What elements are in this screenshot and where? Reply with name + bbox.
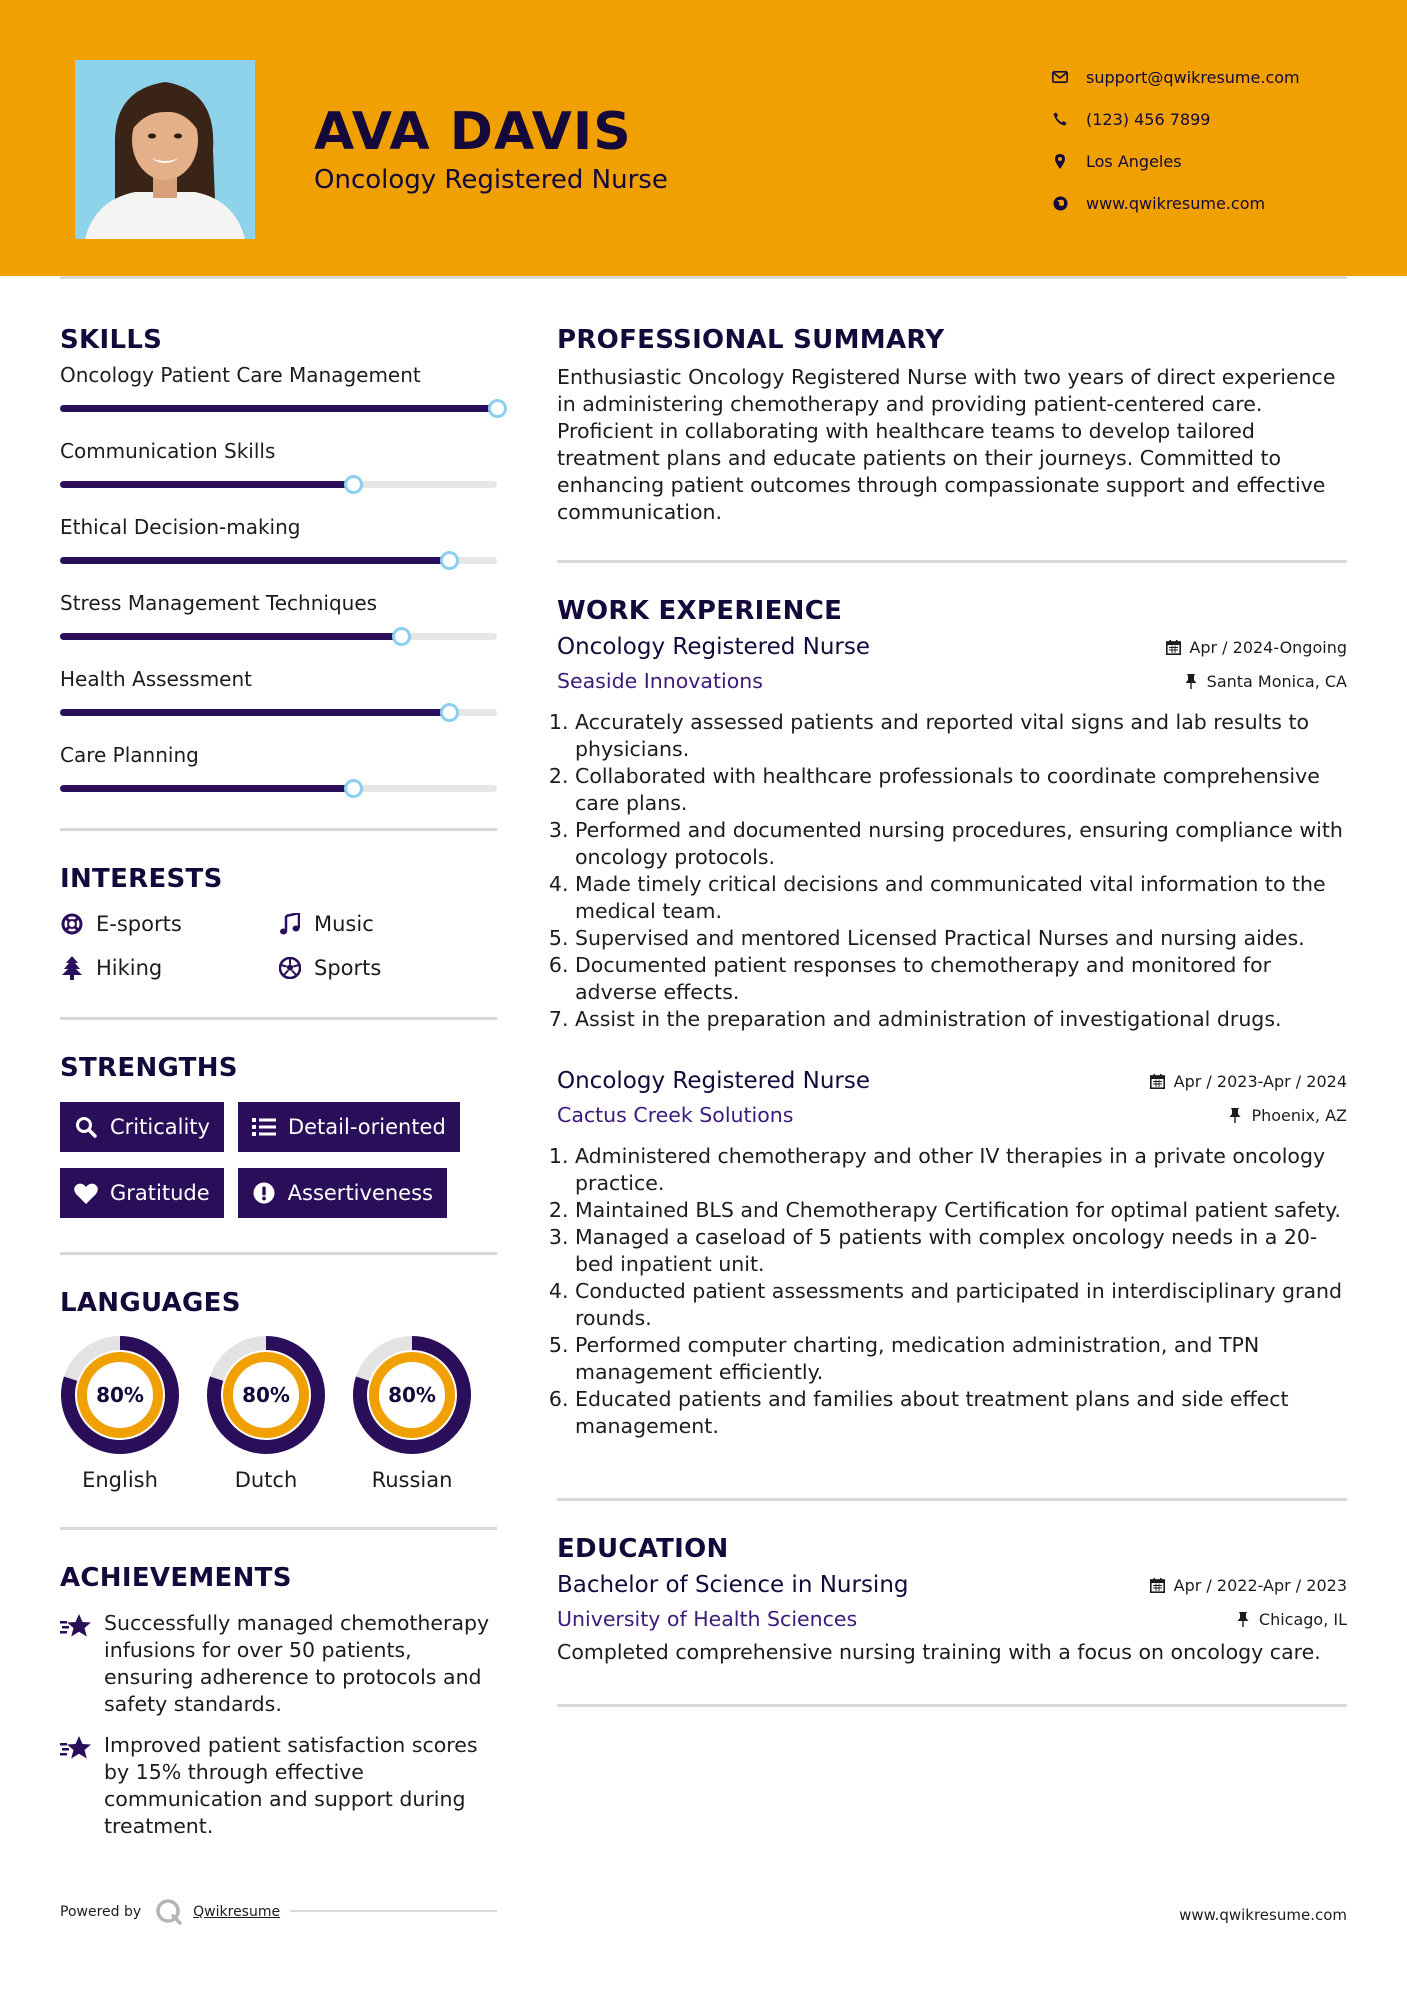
summary-text: Enthusiastic Oncology Registered Nurse with two years of direct experience in administering chemotherapy and providing patient-centered care. Proficient in collaborating with healthcare teams to develop tailored treatment plans and educate patients on their journeys. Committed to enhancing patient outcomes through compassionate support and effective communication. <box>557 365 1336 524</box>
skill-item <box>60 666 497 742</box>
calendar-icon <box>1150 1073 1166 1089</box>
section-divider <box>60 828 497 831</box>
contact-website[interactable] <box>1050 182 1300 224</box>
globe-icon <box>1050 193 1070 213</box>
profile-photo <box>75 60 255 239</box>
job-date <box>1165 638 1347 657</box>
list-icon <box>252 1115 276 1139</box>
skill-bar <box>60 405 497 412</box>
interest-item <box>60 953 278 983</box>
interest-label: Hiking <box>96 956 163 980</box>
job-header <box>557 631 1347 663</box>
strength-chip <box>60 1168 224 1218</box>
language-ring-chart <box>60 1335 180 1455</box>
job-date <box>1150 1072 1347 1091</box>
skill-name: Oncology Patient Care Management <box>60 363 421 387</box>
qwikresume-logo-icon <box>155 1898 183 1926</box>
search-icon <box>74 1115 98 1139</box>
contact-location-text: Los Angeles <box>1086 151 1182 171</box>
strengths-heading: STRENGTHS <box>60 1053 238 1083</box>
language-percent: 80% <box>242 1383 290 1407</box>
life-ring-icon <box>60 912 84 936</box>
skill-bar-knob <box>488 399 507 418</box>
skill-item <box>60 590 497 666</box>
header-divider <box>60 276 1347 279</box>
contact-list <box>1050 56 1300 224</box>
right-column <box>557 320 1347 1707</box>
languages-list <box>60 1335 497 1493</box>
education-date-text: Apr / 2022-Apr / 2023 <box>1173 1575 1347 1595</box>
skills-list <box>60 362 497 818</box>
language-name: Dutch <box>234 1468 298 1492</box>
job-subheader <box>557 667 1347 695</box>
contact-location <box>1050 140 1300 182</box>
achievement-item <box>60 1610 497 1718</box>
skill-bar-fill <box>60 481 353 488</box>
duty-item: 4. Conducted patient assessments and participated in interdisciplinary grand rounds. <box>575 1278 1347 1332</box>
summary-heading: PROFESSIONAL SUMMARY <box>557 325 945 355</box>
envelope-icon <box>1050 67 1070 87</box>
job-location-text: Phoenix, AZ <box>1251 1105 1347 1125</box>
skill-bar-fill <box>60 633 401 640</box>
language-name: English <box>82 1468 158 1492</box>
skill-item <box>60 438 497 514</box>
skill-bar-knob <box>392 627 411 646</box>
calendar-icon <box>1150 1577 1166 1593</box>
footer-url[interactable]: www.qwikresume.com <box>1179 1906 1347 1924</box>
left-column <box>60 320 497 1840</box>
contact-phone-text: (123) 456 7899 <box>1086 109 1211 129</box>
education-description: Completed comprehensive nursing training with a focus on oncology care. <box>557 1640 1321 1664</box>
language-item <box>60 1335 180 1493</box>
strength-chip <box>238 1168 447 1218</box>
skill-bar-fill <box>60 709 449 716</box>
soccer-ball-icon <box>278 956 302 980</box>
skill-name: Care Planning <box>60 743 199 767</box>
job-location <box>1227 1106 1347 1125</box>
pushpin-icon <box>1235 1611 1251 1627</box>
pushpin-icon <box>1227 1107 1243 1123</box>
calendar-icon <box>1165 639 1181 655</box>
skill-bar-knob <box>440 703 459 722</box>
music-note-icon <box>278 912 302 936</box>
star-award-icon <box>60 1734 94 1768</box>
job-entry <box>557 631 1347 1033</box>
language-ring <box>352 1335 472 1455</box>
job-duties <box>557 1143 1347 1440</box>
candidate-name: AVA DAVIS <box>314 102 632 162</box>
language-ring <box>60 1335 180 1455</box>
section-divider <box>60 1017 497 1020</box>
exclamation-circle-icon <box>252 1181 276 1205</box>
star-award-icon <box>60 1612 94 1646</box>
strength-label: Gratitude <box>110 1181 210 1205</box>
contact-email[interactable] <box>1050 56 1300 98</box>
degree-title: Bachelor of Science in Nursing <box>557 1572 909 1598</box>
strength-chip <box>60 1102 224 1152</box>
job-header <box>557 1065 1347 1097</box>
strength-label: Detail-oriented <box>287 1115 446 1139</box>
skill-bar-fill <box>60 557 449 564</box>
skill-name: Ethical Decision-making <box>60 515 301 539</box>
language-percent: 80% <box>388 1383 436 1407</box>
duty-item: 3. Managed a caseload of 5 patients with complex oncology needs in a 20-bed inpatient unit. <box>575 1224 1347 1278</box>
skill-bar <box>60 709 497 716</box>
achievement-text: Improved patient satisfaction scores by 15% through effective communication and support during treatment. <box>104 1733 478 1838</box>
company-name: Cactus Creek Solutions <box>557 1103 794 1127</box>
language-percent: 80% <box>96 1383 144 1407</box>
skill-bar-fill <box>60 405 497 412</box>
duty-item: 2. Maintained BLS and Chemotherapy Certification for optimal patient safety. <box>575 1197 1347 1224</box>
job-date-text: Apr / 2024-Ongoing <box>1189 637 1347 657</box>
achievement-item <box>60 1732 497 1840</box>
interests-list <box>60 909 497 983</box>
duty-item: 5. Performed computer charting, medication administration, and TPN management efficiently. <box>575 1332 1347 1386</box>
language-item <box>352 1335 472 1493</box>
contact-phone[interactable] <box>1050 98 1300 140</box>
phone-icon <box>1050 109 1070 129</box>
job-location-text: Santa Monica, CA <box>1206 671 1347 691</box>
section-divider <box>557 560 1347 563</box>
heart-icon <box>74 1181 98 1205</box>
skill-bar <box>60 633 497 640</box>
education-subheader <box>557 1605 1347 1633</box>
strength-label: Criticality <box>110 1115 210 1139</box>
job-location <box>1183 672 1347 691</box>
duty-item: 2. Collaborated with healthcare professionals to coordinate comprehensive care plans. <box>575 763 1347 817</box>
language-ring <box>206 1335 326 1455</box>
skill-name: Stress Management Techniques <box>60 591 378 615</box>
language-ring-chart <box>206 1335 326 1455</box>
section-divider <box>557 1704 1347 1707</box>
skill-bar <box>60 481 497 488</box>
skill-bar-knob <box>440 551 459 570</box>
map-pin-icon <box>1050 151 1070 171</box>
interest-item <box>60 909 278 939</box>
job-subheader <box>557 1101 1347 1129</box>
skills-heading: SKILLS <box>60 325 163 355</box>
contact-email-text: support@qwikresume.com <box>1086 67 1300 87</box>
job-entry <box>557 1065 1347 1440</box>
duty-item: 6. Documented patient responses to chemotherapy and monitored for adverse effects. <box>575 952 1347 1006</box>
skill-name: Health Assessment <box>60 667 253 691</box>
strength-label: Assertiveness <box>287 1181 433 1205</box>
skill-name: Communication Skills <box>60 439 276 463</box>
candidate-title: Oncology Registered Nurse <box>314 165 668 195</box>
experience-heading: WORK EXPERIENCE <box>557 596 843 626</box>
interests-heading: INTERESTS <box>60 864 223 894</box>
skill-bar-knob <box>344 779 363 798</box>
section-divider <box>60 1252 497 1255</box>
duty-item: 4. Made timely critical decisions and communicated vital information to the medical team. <box>575 871 1347 925</box>
education-location-text: Chicago, IL <box>1258 1609 1347 1629</box>
skill-item <box>60 514 497 590</box>
interest-item <box>278 953 496 983</box>
qwikresume-link[interactable]: Qwikresume <box>193 1904 281 1920</box>
achievement-text: Successfully managed chemotherapy infusions for over 50 patients, ensuring adherence to protocols and safety standards. <box>104 1611 490 1716</box>
achievements-heading: ACHIEVEMENTS <box>60 1563 292 1593</box>
footer-divider <box>290 1910 497 1912</box>
interest-item <box>278 909 496 939</box>
duty-item: 6. Educated patients and families about treatment plans and side effect management. <box>575 1386 1347 1440</box>
skill-bar-knob <box>344 475 363 494</box>
powered-by-label: Powered by <box>60 1904 142 1920</box>
tree-icon <box>60 956 84 980</box>
language-ring-chart <box>352 1335 472 1455</box>
contact-website-text: www.qwikresume.com <box>1086 193 1266 213</box>
powered-by <box>60 1898 280 1926</box>
skill-item <box>60 742 497 818</box>
languages-heading: LANGUAGES <box>60 1288 241 1318</box>
interest-label: Sports <box>314 956 382 980</box>
section-divider <box>557 1498 1347 1501</box>
job-title: Oncology Registered Nurse <box>557 1068 871 1094</box>
header-banner <box>0 0 1407 276</box>
skill-bar <box>60 557 497 564</box>
duty-item: 1. Accurately assessed patients and reported vital signs and lab results to physicians. <box>575 709 1347 763</box>
education-date <box>1150 1576 1347 1595</box>
duty-item: 3. Performed and documented nursing procedures, ensuring compliance with oncology protocols. <box>575 817 1347 871</box>
education-location <box>1235 1610 1347 1629</box>
job-duties <box>557 709 1347 1033</box>
company-name: Seaside Innovations <box>557 669 763 693</box>
job-title: Oncology Registered Nurse <box>557 634 871 660</box>
strengths-list <box>60 1102 497 1218</box>
skill-bar-fill <box>60 785 353 792</box>
job-date-text: Apr / 2023-Apr / 2024 <box>1173 1071 1347 1091</box>
education-heading: EDUCATION <box>557 1534 729 1564</box>
pushpin-icon <box>1183 673 1199 689</box>
interest-label: E-sports <box>96 912 182 936</box>
skill-item <box>60 362 497 438</box>
interest-label: Music <box>314 912 374 936</box>
skill-bar <box>60 785 497 792</box>
duty-item: 7. Assist in the preparation and administration of investigational drugs. <box>575 1006 1347 1033</box>
education-header <box>557 1569 1347 1601</box>
duty-item: 5. Supervised and mentored Licensed Practical Nurses and nursing aides. <box>575 925 1347 952</box>
strength-chip <box>238 1102 460 1152</box>
language-name: Russian <box>371 1468 453 1492</box>
language-item <box>206 1335 326 1493</box>
duty-item: 1. Administered chemotherapy and other IV therapies in a private oncology practice. <box>575 1143 1347 1197</box>
school-name: University of Health Sciences <box>557 1607 858 1631</box>
section-divider <box>60 1527 497 1530</box>
